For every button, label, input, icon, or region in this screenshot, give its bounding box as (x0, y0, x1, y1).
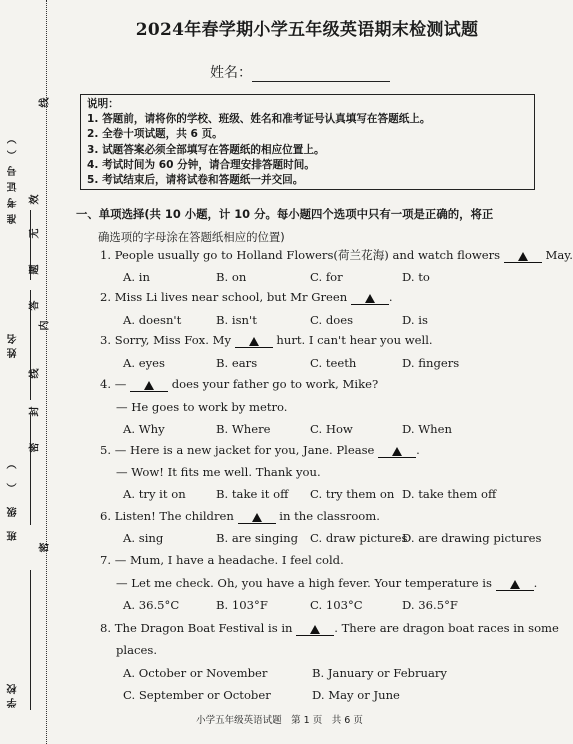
school-blank (30, 570, 31, 710)
answer-blank[interactable] (496, 576, 534, 591)
seal-char-7: 线 (29, 368, 41, 379)
seal-char-6: 内 (39, 320, 51, 331)
option[interactable]: C. teeth (310, 356, 357, 370)
triangle-icon (310, 625, 320, 634)
triangle-icon (365, 294, 375, 303)
name-row (210, 62, 390, 82)
triangle-icon (252, 513, 262, 522)
option[interactable]: D. are drawing pictures (402, 531, 542, 545)
answer-blank[interactable] (351, 290, 389, 305)
option[interactable]: C. How (310, 422, 353, 436)
option[interactable]: B. are singing (216, 531, 299, 545)
triangle-icon (144, 381, 154, 390)
question-8-continuation: places. (116, 643, 158, 657)
section-line-2: 确选项的字母涂在答题纸相应的位置) (98, 230, 285, 244)
triangle-icon (510, 580, 520, 589)
section-line-1: 一、单项选择(共 10 小题，计 10 分。每小题四个选项中只有一项是正确的，将正 (76, 207, 494, 221)
seal-char-4: 题 (29, 264, 41, 275)
option[interactable]: A. October or November (123, 666, 268, 680)
question-2: 2. Miss Li lives near school, but Mr Green . (100, 290, 393, 304)
seal-char-9: 密 (29, 442, 41, 453)
question-1: 1. People usually go to Holland Flowers(荷兰花海) and watch flowers May. (100, 248, 573, 262)
answer-blank[interactable] (378, 443, 416, 458)
seal-char-10: 密 (39, 542, 51, 553)
question-5-reply: — Wow! It fits me well. Thank you. (116, 465, 321, 479)
option[interactable]: D. 36.5°F (402, 598, 458, 612)
triangle-icon (518, 252, 528, 261)
option[interactable]: C. try them on (310, 487, 395, 501)
option[interactable]: C. 103°C (310, 598, 363, 612)
page-footer: 小学五年级英语试题 第 1 页 共 6 页 (196, 715, 363, 726)
instruction-item: 4. 考试时间为 60 分钟，请合理安排答题时间。 (87, 158, 315, 171)
option[interactable]: D. fingers (402, 356, 460, 370)
answer-blank[interactable] (504, 248, 542, 263)
page-title: 2024年春学期小学五年级英语期末检测试题 (135, 20, 479, 40)
exam-number-label: 准考证号（） (8, 128, 19, 224)
class-label: 班级（） (8, 445, 19, 541)
question-4-reply: — He goes to work by metro. (116, 400, 288, 414)
section-heading (76, 203, 544, 249)
option[interactable]: D. take them off (402, 487, 497, 501)
answer-blank[interactable] (130, 377, 168, 392)
question-8: 8. The Dragon Boat Festival is in . There are dragon boat races in some (100, 621, 559, 635)
option[interactable]: A. in (123, 270, 150, 284)
name-field[interactable] (252, 67, 390, 82)
option[interactable]: B. ears (216, 356, 258, 370)
answer-blank[interactable] (235, 333, 273, 348)
question-6: 6. Listen! The children in the classroom. (100, 509, 380, 523)
name-label: 姓名： (210, 65, 252, 81)
question-7-reply: — Let me check. Oh, you have a high fever. Your temperature is . (116, 576, 538, 590)
option[interactable]: D. to (402, 270, 430, 284)
seal-char-1: 线 (39, 97, 51, 108)
option[interactable]: D. is (402, 313, 428, 327)
option[interactable]: B. isn't (216, 313, 257, 327)
seal-char-8: 封 (29, 406, 41, 417)
instructions-heading: 说明： (87, 98, 119, 110)
name-margin-label: 姓名 (8, 330, 19, 358)
triangle-icon (249, 337, 259, 346)
option[interactable]: A. sing (123, 531, 164, 545)
instruction-item: 3. 试题答案必须全部填写在答题纸的相应位置上。 (87, 143, 325, 156)
question-5: 5. — Here is a new jacket for you, Jane. Please . (100, 443, 420, 457)
option[interactable]: A. eyes (123, 356, 165, 370)
question-4: 4. — does your father go to work, Mike? (100, 377, 379, 391)
option[interactable]: D. May or June (312, 688, 400, 702)
school-label: 学校 (8, 680, 19, 708)
instructions-box (80, 94, 535, 190)
option[interactable]: C. for (310, 270, 343, 284)
question-7: 7. — Mum, I have a headache. I feel cold. (100, 553, 344, 567)
option[interactable]: A. Why (123, 422, 165, 436)
option[interactable]: D. When (402, 422, 452, 436)
option[interactable]: B. on (216, 270, 247, 284)
option[interactable]: C. does (310, 313, 354, 327)
instruction-item: 5. 考试结束后，请将试卷和答题纸一并交回。 (87, 174, 304, 187)
option[interactable]: B. January or February (312, 666, 447, 680)
option[interactable]: A. 36.5°C (123, 598, 180, 612)
seal-char-2: 效 (29, 194, 41, 205)
class-blank (30, 415, 31, 525)
triangle-icon (392, 447, 402, 456)
option[interactable]: B. Where (216, 422, 271, 436)
instruction-item: 2. 全卷十项试题，共 6 页。 (87, 128, 223, 141)
option[interactable]: A. doesn't (123, 313, 182, 327)
answer-blank[interactable] (296, 621, 334, 636)
option[interactable]: A. try it on (123, 487, 186, 501)
seal-char-3: 无 (29, 228, 41, 239)
instruction-item: 1. 答题前，请将你的学校、班级、姓名和准考证号认真填写在答题纸上。 (87, 113, 431, 126)
option[interactable]: B. 103°F (216, 598, 268, 612)
answer-blank[interactable] (238, 509, 276, 524)
option[interactable]: C. draw pictures (310, 531, 408, 545)
option[interactable]: C. September or October (123, 688, 271, 702)
binding-line (46, 0, 47, 744)
option[interactable]: B. take it off (216, 487, 289, 501)
question-3: 3. Sorry, Miss Fox. My hurt. I can't hear you well. (100, 333, 433, 347)
seal-char-5: 答 (29, 300, 41, 311)
